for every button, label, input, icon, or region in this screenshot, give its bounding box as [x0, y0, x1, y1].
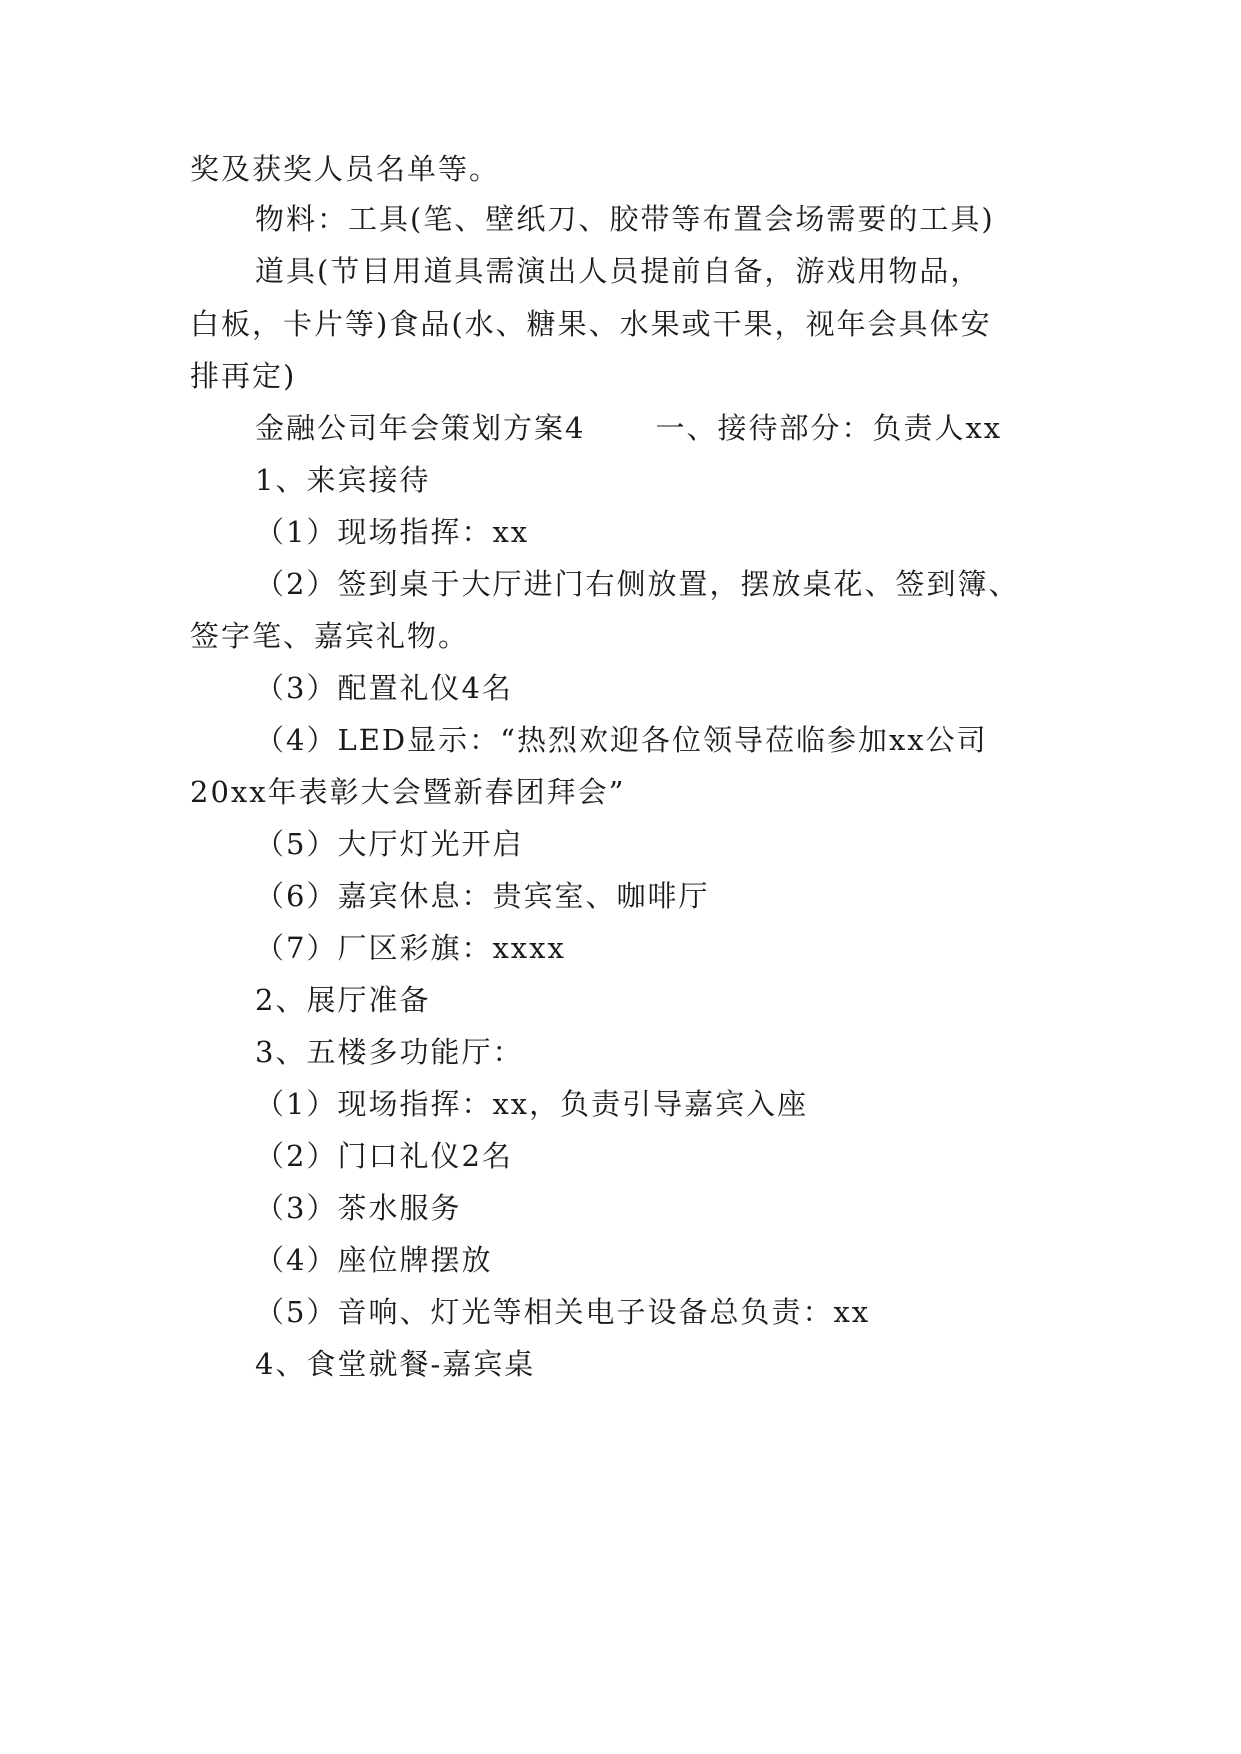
text-line: 道具(节目用道具需演出人员提前自备，游戏用物品， [255, 254, 982, 288]
text-line: （4）座位牌摆放 [255, 1243, 493, 1277]
text-line: （3）茶水服务 [255, 1191, 462, 1225]
text-line: （6）嘉宾休息：贵宾室、咖啡厅 [255, 879, 710, 913]
text-line: （2）签到桌于大厅进门右侧放置，摆放桌花、签到簿、 [255, 567, 1020, 601]
text-line: （1）现场指挥：xx，负责引导嘉宾入座 [255, 1087, 809, 1121]
text-line: （1）现场指挥：xx [255, 515, 530, 549]
text-line: （2）门口礼仪2名 [255, 1139, 513, 1173]
text-line: （3）配置礼仪4名 [255, 671, 513, 705]
text-line: 3、五楼多功能厅： [255, 1035, 524, 1069]
text-line: 1、来宾接待 [255, 463, 431, 497]
text-line: 白板，卡片等)食品(水、糖果、水果或干果，视年会具体安 [190, 307, 992, 341]
text-line: （5）音响、灯光等相关电子设备总负责：xx [255, 1295, 871, 1329]
text-line: （5）大厅灯光开启 [255, 827, 524, 861]
text-line: 物料：工具(笔、壁纸刀、胶带等布置会场需要的工具) [255, 202, 995, 236]
text-line: 奖及获奖人员名单等。 [190, 152, 501, 186]
text-line: 20xx年表彰大会暨新春团拜会” [190, 775, 626, 809]
section-heading: 一、接待部分：负责人xx [655, 411, 1003, 445]
text-line: 4、食堂就餐-嘉宾桌 [255, 1347, 536, 1381]
document-title: 金融公司年会策划方案4 [255, 411, 586, 445]
text-line: （7）厂区彩旗：xxxx [255, 931, 566, 965]
text-line: 签字笔、嘉宾礼物。 [190, 619, 470, 653]
text-line: 排再定) [190, 359, 297, 393]
text-line: （4）LED显示：“热烈欢迎各位领导莅临参加xx公司 [255, 723, 988, 757]
section-heading-line [255, 411, 1003, 445]
text-line: 2、展厅准备 [255, 983, 431, 1017]
